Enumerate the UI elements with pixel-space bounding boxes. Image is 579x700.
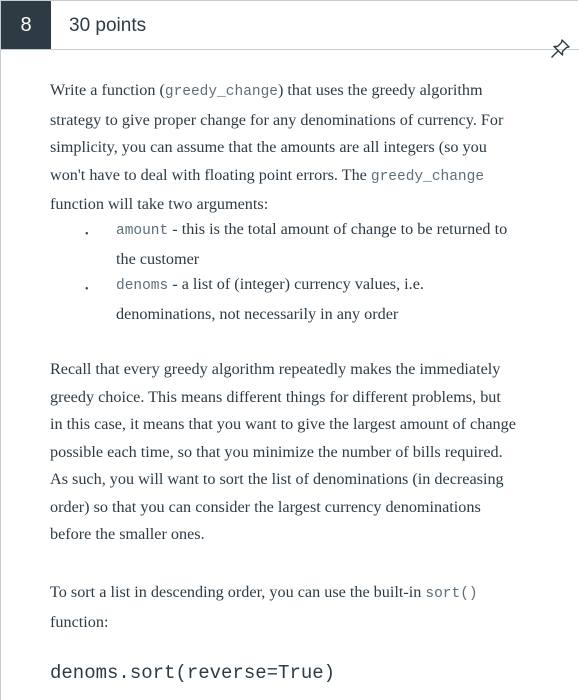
text-line: won't have to deal with floating point errors. The greedy_change	[50, 165, 485, 185]
code-snippet: denoms.sort(reverse=True)	[50, 662, 336, 684]
bullet-icon: •	[85, 229, 89, 240]
argument-name: amount	[116, 223, 169, 239]
paragraph-greedy: Recall that every greedy algorithm repeatedly makes the immediately greedy choice. This means different things for different problems, but in this case, it means that you want to give the largest amount of change possible each time, so that you minimize the number of bills required. As such, you will want to sort the list of denominations (in decreasing order) so that you can consider the largest currency denominations before the smaller ones.	[50, 360, 516, 543]
bullet-icon: •	[85, 284, 89, 295]
text-line: simplicity, you can assume that the amounts are all integers (so you	[50, 138, 487, 156]
function-name: sort()	[425, 586, 478, 602]
function-name: greedy_change	[164, 84, 278, 100]
question-header	[1, 1, 579, 50]
pin-icon[interactable]	[548, 37, 572, 61]
argument-name: denoms	[116, 278, 169, 294]
text-line: strategy to give proper change for any denominations of currency. For	[50, 110, 504, 129]
function-name: greedy_change	[370, 168, 485, 185]
text-line: function will take two arguments:	[50, 195, 269, 213]
question-number: 8	[1, 1, 51, 49]
text-line: Write a function (greedy_change) that uses the greedy algorithm	[50, 81, 483, 100]
question-text	[50, 77, 570, 219]
paragraph-sort: To sort a list in descending order, you can use the built-in sort() function:	[50, 583, 478, 631]
question-points: 30 points	[69, 15, 147, 36]
argument-item-amount: amount - this is the total amount of change to be returned to the customer	[116, 220, 508, 268]
argument-item-denoms: denoms - a list of (integer) currency values, i.e. denominations, not necessarily in any order	[116, 275, 424, 323]
